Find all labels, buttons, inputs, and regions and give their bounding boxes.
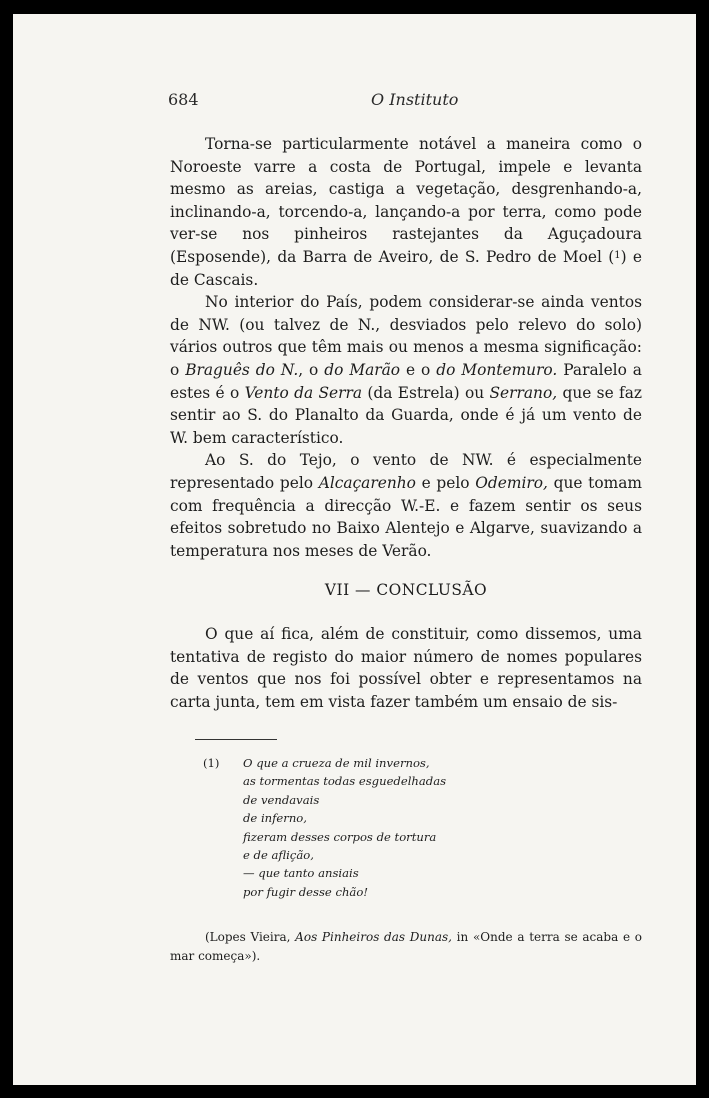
paragraph-text: (da Estrela) ou [362,383,490,402]
wind-name: Odemiro, [475,473,548,492]
poem-line: de inferno, [243,811,307,826]
wind-name: do Montemuro. [436,360,558,379]
paragraph-text: ) e de Cascais. [170,247,642,289]
page-number: 684 [168,90,199,109]
paragraph-text: e o [400,360,437,379]
wind-name: Alcaçarenho [318,473,416,492]
wind-name: do Marão [324,360,401,379]
paragraph-text: e pelo [415,473,476,492]
conclusion-text [170,623,642,713]
poem-line: — que tanto ansiais [243,866,359,881]
footnote-divider [195,739,277,740]
paragraph-conclusion: O que aí fica, além de constituir, como dissemos, uma tentativa de registo do maior número de nomes populares de ventos que nos foi possível obter e representamos na carta junta, tem em vista fazer também um ensaio de sis- [170,625,642,711]
book-page [13,14,696,1085]
section-heading: VII — CONCLUSÃO [324,581,488,599]
paragraph-text: No interior do País, podem considerar-se ainda ventos de NW. (ou talvez de N., desviados pelo relevo do solo) vários outros que têm mais ou menos a mesma significação: o [170,293,642,379]
poem-line: O que a crueza de mil invernos, [243,756,430,770]
paragraph-text: que tomam com frequência a direcção W.-E. e fazem sentir os seus efeitos sobretudo no Baixo Alentejo e Algarve, suavizando a temperatura nos meses de Verão. [170,473,642,560]
paragraph-interior-winds [170,291,642,449]
paragraph-text: Paralelo a estes é o [170,360,642,402]
poem-line: e de aflição, [243,848,314,863]
journal-title: O Instituto [371,90,459,109]
poem-line: de vendavais [243,792,320,807]
cited-work-title: Aos Pinheiros das Dunas, [295,930,452,944]
citation-part: (Lopes Vieira, [205,930,296,944]
footnote-marker: (1) [203,756,220,770]
running-header [168,90,498,114]
paragraph-text: , o [298,360,325,379]
poem-line: fizeram desses corpos de tortura [243,829,437,844]
citation-text [170,928,642,965]
wind-name: Braguês do N. [185,360,299,379]
paragraph-noroeste [170,133,642,291]
paragraph-text: que se faz sentir ao S. do Planalto da Guarda, onde é já um vento de W. bem característico. [170,383,643,447]
paragraph-south-tejo [170,449,642,562]
citation-part: in «Onde a terra se acaba e o mar começa»). [170,930,643,963]
paragraph-text: Ao S. do Tejo, o vento de NW. é especialmente representado pelo [170,451,642,492]
paragraph-text: Torna-se particularmente notável a maneira como o Noroeste varre a costa de Portugal, impele e levanta mesmo as areias, castiga a vegetação, desgrenhando-a, inclinando-a, torcendo-a, lançando-a por terra, como pode ver-se nos pinheiros rastejantes da Aguçadoura (Esposende), da Barra de Aveiro, de S. Pedro de Moel ( [170,135,642,266]
wind-name: Vento da Serra [244,383,363,402]
poem-line: as tormentas todas esguedelhadas [243,774,447,789]
footnote-citation [170,928,642,965]
footnote-reference: 1 [614,249,621,261]
body-text [170,133,642,562]
wind-name: Serrano, [489,383,558,402]
poem-verses [243,754,513,901]
poem-line: por fugir desse chão! [243,884,368,899]
